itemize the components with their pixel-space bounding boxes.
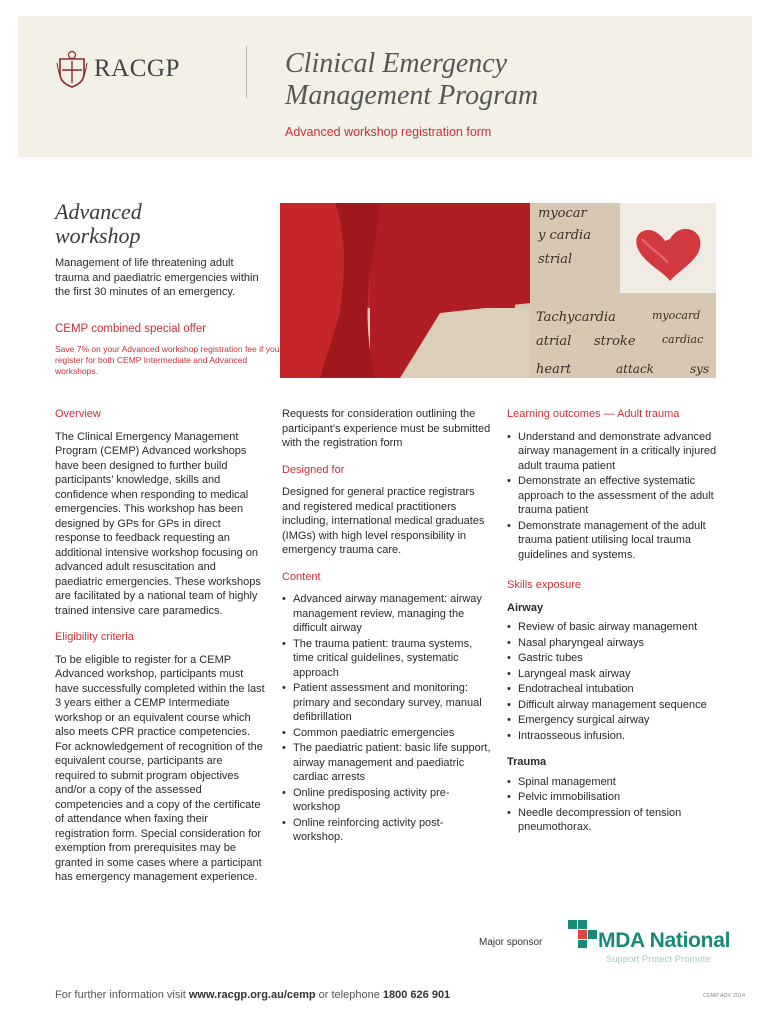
list-item: • Emergency surgical airway: [507, 713, 722, 728]
skills-heading: Skills exposure: [507, 579, 581, 591]
airway-list: [507, 620, 722, 743]
hero-word-9: heart: [536, 362, 572, 377]
footer-middle: or telephone: [315, 989, 383, 1001]
eligibility-heading: Eligibility criteria: [55, 631, 134, 643]
sponsor-name: MDA National: [598, 929, 731, 952]
program-title-line1: Clinical Emergency: [285, 48, 508, 79]
list-item: • Endotracheal intubation: [507, 682, 722, 697]
footer-url-link[interactable]: www.racgp.org.au/cemp: [188, 989, 316, 1001]
list-item: • Common paediatric emergencies: [282, 726, 492, 741]
workshop-description: Management of life threatening adult trauma and paediatric emergencies within the first 30 minutes of an emergency.: [55, 257, 259, 298]
list-item: • The trauma patient: trauma systems, time critical guidelines, systematic approach: [282, 637, 492, 681]
hero-word-3: strial: [538, 252, 573, 267]
content-list: [282, 592, 492, 845]
requests-text: Requests for consideration outlining the participant’s experience must be submitted with the registration form: [282, 408, 491, 449]
list-item: • Understand and demonstrate advanced airway management in a critically injured adult trauma patient: [507, 430, 722, 474]
overview-text: The Clinical Emergency Management Program (CEMP) Advanced workshops have been designed to further build participants’ knowledge, skills and confidence when responding to medical emergencies. This workshop has been designed by GPs for GPs in direct response to feedback requesting an additional intensive workshop focusing on advanced adult resuscitation and paediatric emergencies. These workshops are facilitated by a national team of highly trained intensive care paramedics.: [55, 430, 261, 617]
hero-word-6: atrial: [536, 334, 572, 349]
sponsor-label: Major sponsor: [479, 937, 543, 948]
list-item: • The paediatric patient: basic life support, airway management and paediatric cardiac arrests: [282, 741, 492, 785]
designed-for-text: Designed for general practice registrars and registered medical practitioners including, international medical graduates (IMGs) with high level responsibility in emergency trauma care.: [282, 486, 485, 556]
hero-word-11: sys: [690, 362, 710, 376]
racgp-logo: [56, 49, 180, 89]
program-title: [285, 48, 538, 112]
footer-prefix: For further information visit: [55, 989, 189, 1001]
footer-info: [55, 989, 450, 1001]
learning-list: [507, 430, 722, 563]
column-right: [507, 407, 722, 847]
header-band: [18, 16, 752, 157]
designed-for-heading: Designed for: [282, 463, 345, 476]
hero-word-4: Tachycardia: [536, 310, 616, 325]
workshop-title: [55, 200, 142, 248]
workshop-title-line2: workshop: [55, 223, 141, 248]
content-heading: Content: [282, 570, 321, 583]
racgp-crest-icon: [56, 49, 88, 89]
eligibility-text: To be eligible to register for a CEMP Advanced workshop, participants must have successfully completed within the last 3 years either a CEMP Intermediate workshop or an equivalent course which also meets CPR practice competencies. For acknowledgement of recognition of the equivalent course, participants are required to submit program objectives and/or a copy of the assessed competencies and a copy of the certificate of attendance when faxing their registration form. Special consideration for exemption from prerequisites may be granted in some cases where a participant has emergency management experience.: [55, 653, 265, 883]
list-item: • Online predisposing activity pre-workshop: [282, 786, 492, 815]
column-middle: [282, 407, 492, 857]
mda-cross-icon: [568, 920, 598, 948]
list-item: • Demonstrate an effective systematic approach to the assessment of the adult trauma patient: [507, 474, 722, 518]
sponsor-tagline: Support Protect Promote: [606, 954, 711, 965]
list-item: • Difficult airway management sequence: [507, 698, 722, 713]
airway-heading: Airway: [507, 601, 544, 614]
list-item: • Online reinforcing activity post-workshop.: [282, 816, 492, 845]
list-item: • Demonstrate management of the adult trauma patient utilising local trauma guidelines and systems.: [507, 519, 722, 563]
form-subtitle: Advanced workshop registration form: [285, 125, 492, 139]
list-item: • Patient assessment and monitoring: primary and secondary survey, manual defibrillation: [282, 681, 492, 725]
list-item: • Laryngeal mask airway: [507, 667, 722, 682]
list-item: • Intraosseous infusion.: [507, 729, 722, 744]
list-item: • Spinal management: [507, 775, 722, 790]
list-item: • Advanced airway management: airway management review, managing the difficult airway: [282, 592, 492, 636]
hero-word-1: myocar: [538, 206, 587, 221]
header-divider: [246, 46, 247, 98]
list-item: • Nasal pharyngeal airways: [507, 636, 722, 651]
offer-heading: CEMP combined special offer: [55, 323, 207, 335]
hero-word-5: myocard: [652, 309, 701, 322]
hero-word-7: stroke: [594, 334, 636, 349]
program-title-line2: Management Program: [285, 80, 539, 111]
document-code: CEMP ADV 2014: [703, 993, 746, 999]
hero-word-10: attack: [616, 362, 654, 376]
list-item: • Needle decompression of tension pneumothorax.: [507, 806, 722, 835]
overview-heading: Overview: [55, 408, 101, 420]
trauma-list: [507, 775, 722, 835]
list-item: • Review of basic airway management: [507, 620, 722, 635]
hero-image: [280, 203, 716, 378]
learning-heading: Learning outcomes — Adult trauma: [507, 408, 680, 420]
workshop-title-line1: Advanced: [55, 199, 142, 224]
offer-text: Save 7% on your Advanced workshop registration fee if you register for both CEMP Intermediate and Advanced workshops.: [55, 344, 280, 376]
column-left: [55, 407, 265, 897]
logo-text: RACGP: [94, 55, 180, 82]
trauma-heading: Trauma: [507, 756, 547, 768]
list-item: • Gastric tubes: [507, 651, 722, 666]
hero-word-2: y cardia: [538, 228, 591, 243]
hero-word-8: cardiac: [662, 333, 704, 346]
footer-phone: 1800 626 901: [382, 989, 451, 1001]
hero-illustration: [280, 203, 716, 378]
list-item: • Pelvic immobilisation: [507, 790, 722, 805]
